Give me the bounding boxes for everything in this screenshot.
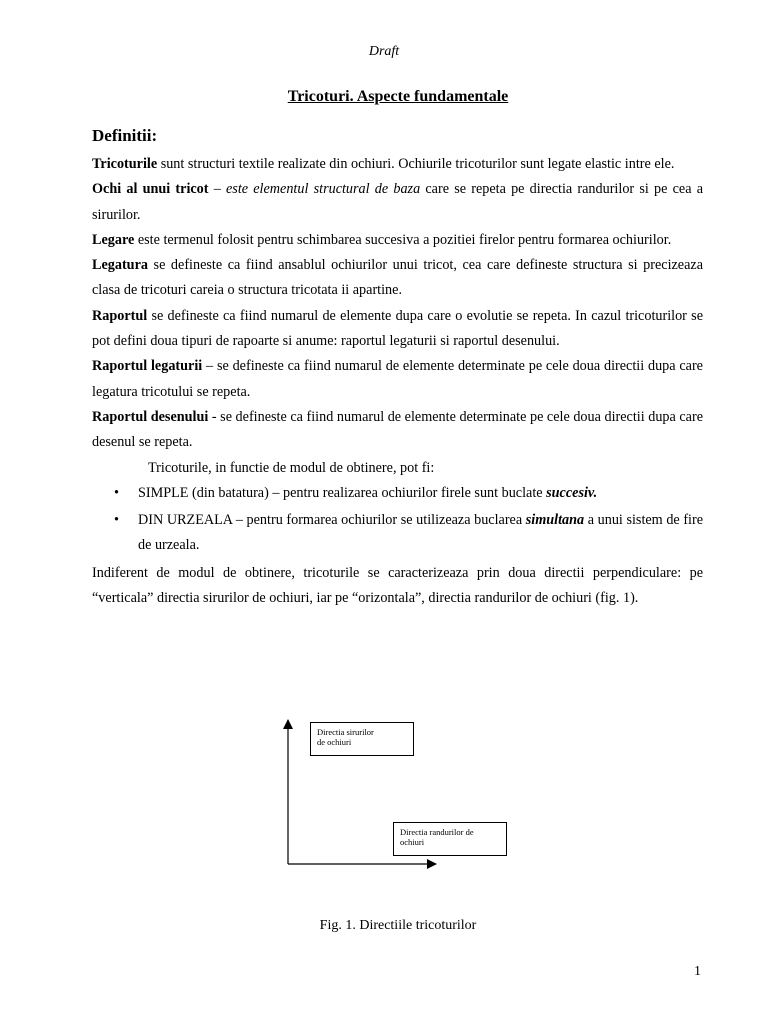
paragraph-legatura: Legatura se defineste ca fiind ansablul ochiurilor unui tricot, cea care defineste structura si precizeaza clasa de tricoturi careia o structura tricotata ii apartine. xyxy=(92,257,703,299)
paragraph-raportul-desenului: Raportul desenului - se defineste ca fiind numarul de elemente determinate pe cele doua directii dupa care desenul se repeta. xyxy=(92,408,703,451)
page-number: 1 xyxy=(694,964,701,979)
term: Legare xyxy=(92,231,135,248)
paragraph-raportul: Raportul se defineste ca fiind numarul de elemente dupa care o evolutie se repeta. In cazul tricoturilor se pot defini doua tipuri de rapoarte si anume: raportul legaturii si raportul desenului. xyxy=(92,307,703,350)
bullet-item: • SIMPLE (din batatura) – pentru realizarea ochiurilor firele sunt buclate succesiv. xyxy=(92,481,703,506)
paragraph-raportul-legaturii: Raportul legaturii – se defineste ca fiind numarul de elemente determinate pe cele doua directii dupa care legatura tricotului se repeta. xyxy=(92,358,703,400)
document-title: Tricoturi. Aspecte fundamentale xyxy=(287,88,509,105)
paragraph-ochi: Ochi al unui tricot – este elementul structural de baza care se repeta pe directia randurilor si pe cea a sirurilor. xyxy=(92,181,703,223)
box-vertical-direction: Directia sirurilor de ochiuri xyxy=(310,722,414,756)
paragraph-tricoturile: Tricoturile sunt structuri textile realizate din ochiuri. Ochiurile tricoturilor sunt legate elastic intre ele. xyxy=(92,156,675,172)
paragraph-legare: Legare este termenul folosit pentru schimbarea succesiva a pozitiei firelor pentru formarea ochiurilor. xyxy=(92,231,672,248)
figure-directions xyxy=(0,700,768,890)
box-horizontal-direction: Directia randurilor de ochiuri xyxy=(393,822,507,856)
figure-caption: Fig. 1. Directiile tricoturilor xyxy=(319,918,477,933)
intro-line: Tricoturile, in functie de modul de obtinere, pot fi: xyxy=(148,459,435,476)
term: Ochi al unui tricot xyxy=(92,181,209,198)
term: Raportul xyxy=(92,307,148,324)
term: Raportul legaturii xyxy=(92,358,203,375)
term: Legatura xyxy=(92,257,148,274)
page-header: Draft xyxy=(368,44,400,59)
term: Raportul desenului xyxy=(92,408,209,425)
bullet-item: • DIN URZEALA – pentru formarea ochiurilor se utilizeaza buclarea simultana a unui sistem de fire de urzeala. xyxy=(92,508,703,559)
section-heading: Definitii: xyxy=(92,126,158,145)
term: Tricoturile xyxy=(92,156,158,172)
bullet-list xyxy=(92,481,703,559)
closing-paragraph: Indiferent de modul de obtinere, tricoturile se caracterizeaza prin doua directii perpendiculare: pe “verticala” directia sirurilor de ochiuri, iar pe “orizontala”, directia randurilor de ochiuri (fig. 1). xyxy=(92,564,703,607)
document-body xyxy=(92,152,703,611)
